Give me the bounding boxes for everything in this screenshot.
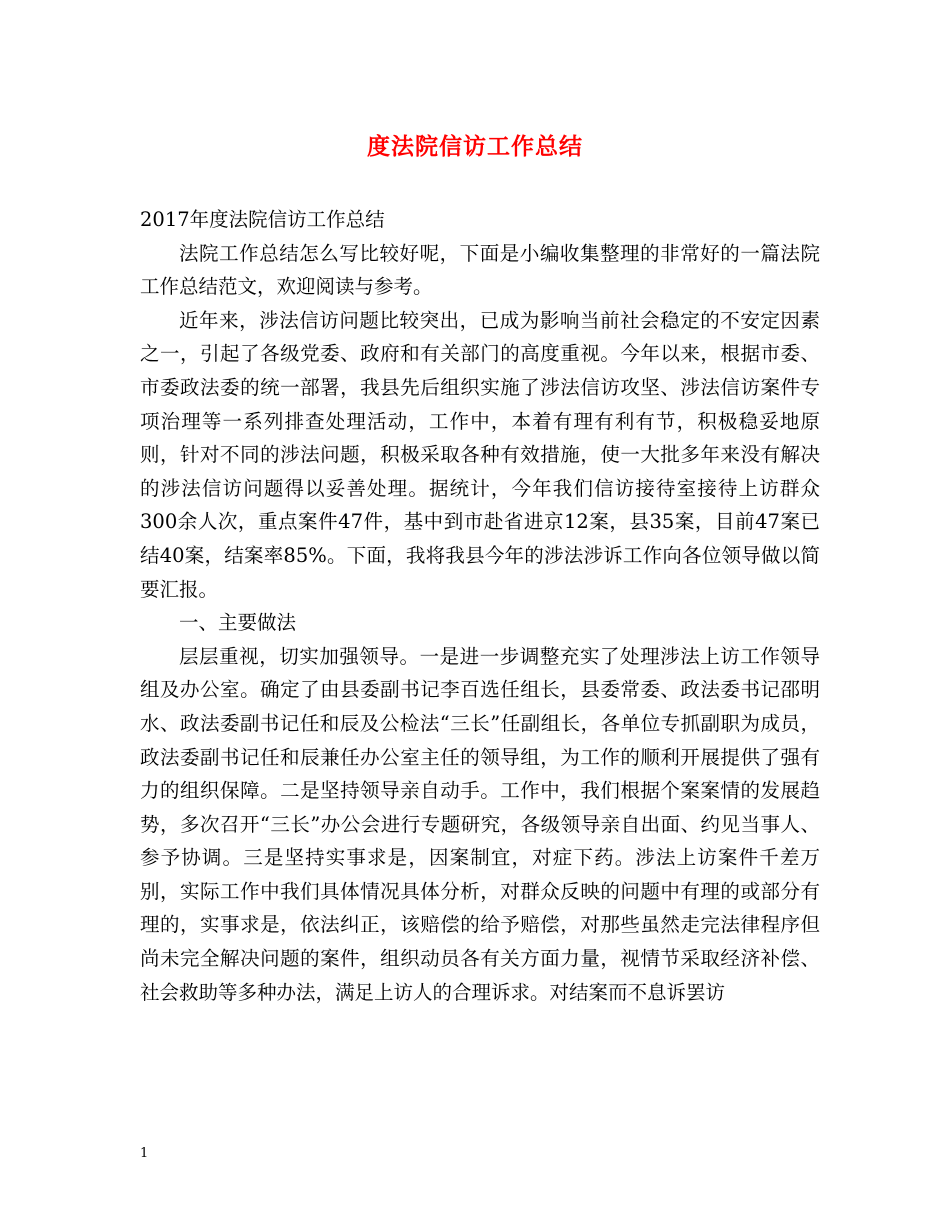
document-title: 度法院信访工作总结 [367,133,583,160]
document-body [140,203,820,1009]
paragraph-overview: 近年来，涉法信访问题比较突出，已成为影响当前社会稳定的不安定因素之一，引起了各级党委、政府和有关部门的高度重视。今年以来，根据市委、市委政法委的统一部署，我县先后组织实施了涉法信访攻坚、涉法信访案件专项治理等一系列排查处理活动，工作中，本着有理有利有节，积极稳妥地原则，针对不同的涉法问题，积极采取各种有效措施，使一大批多年来没有解决的涉法信访问题得以妥善处理。据统计，今年我们信访接待室接待上访群众300余人次，重点案件47件，基中到市赴省进京12案，县35案，目前47案已结40案，结案率85%。下面，我将我县今年的涉法涉诉工作向各位领导做以简要汇报。 [140,308,820,601]
page-number: 1 [140,1146,149,1161]
paragraph-intro: 法院工作总结怎么写比较好呢，下面是小编收集整理的非常好的一篇法院工作总结范文，欢迎阅读与参考。 [140,241,820,299]
document-subtitle: 2017年度法院信访工作总结 [140,208,385,231]
section-heading-main-practices: 一、主要做法 [179,611,297,635]
paragraph-leadership: 层层重视，切实加强领导。一是进一步调整充实了处理涉法上访工作领导组及办公室。确定了由县委副书记李百选任组长，县委常委、政法委书记邵明水、政法委副书记任和辰及公检法“三长”任副组长，各单位专抓副职为成员，政法委副书记任和辰兼任办公室主任的领导组，为工作的顺利开展提供了强有力的组织保障。二是坚持领导亲自动手。工作中，我们根据个案案情的发展趋势，多次召开“三长”办公会进行专题研究，各级领导亲自出面、约见当事人、参予协调。三是坚持实事求是，因案制宜，对症下药。涉法上访案件千差万别，实际工作中我们具体情况具体分析，对群众反映的问题中有理的或部分有理的，实事求是，依法纠正，该赔偿的给予赔偿，对那些虽然走完法律程序但尚未完全解决问题的案件，组织动员各有关方面力量，视情节采取经济补偿、社会救助等多种办法，满足上访人的合理诉求。对结案而不息诉罢访 [140,644,820,1004]
